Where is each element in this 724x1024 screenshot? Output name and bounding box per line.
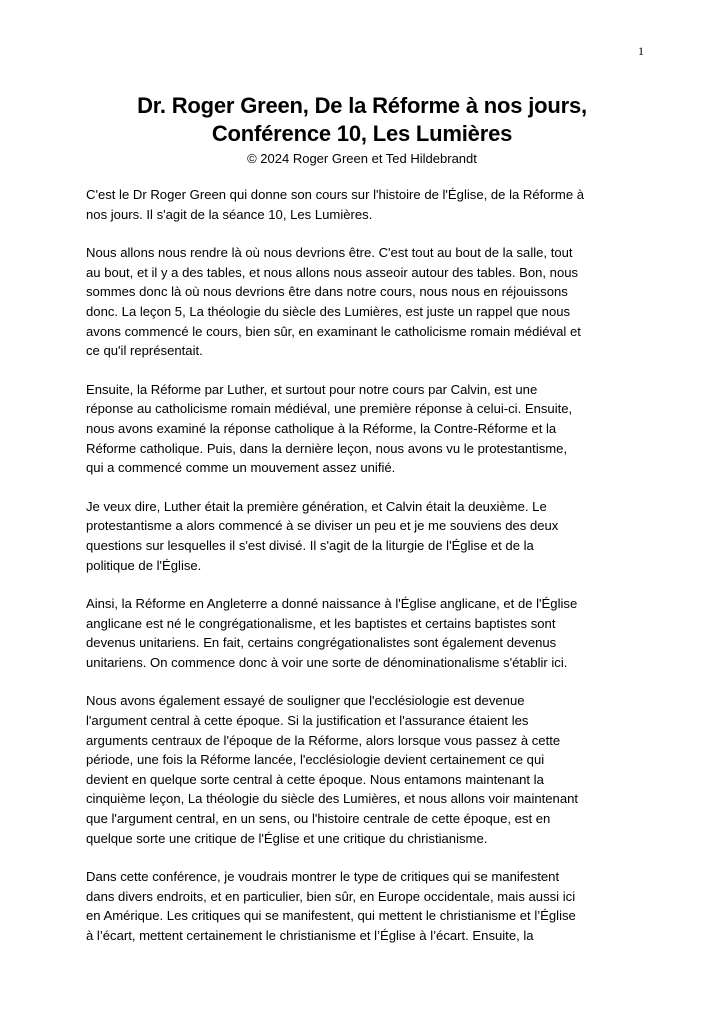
text-line: politique de l'Église. bbox=[86, 557, 202, 573]
text-line: devenus unitariens. En fait, certains congrégationalistes sont également devenus bbox=[86, 635, 557, 651]
document-title bbox=[0, 92, 724, 148]
text-line: Ensuite, la Réforme par Luther, et surtout pour notre cours par Calvin, est une bbox=[86, 381, 538, 397]
text-line: en Amérique. Les critiques qui se manifestent, qui mettent le christianisme et l’Église bbox=[86, 908, 576, 924]
paragraph bbox=[86, 691, 652, 848]
text-line: réponse au catholicisme romain médiéval, une première réponse à celui-ci. Ensuite, bbox=[86, 401, 573, 417]
text-line: avons commencé le cours, bien sûr, en examinant le catholicisme romain médiéval et bbox=[86, 323, 581, 339]
paragraph bbox=[86, 594, 652, 672]
text-line: questions sur lesquelles il s'est divisé. Il s'agit de la liturgie de l'Église et de la bbox=[86, 537, 534, 553]
text-line: l'argument central à cette époque. Si la justification et l'assurance étaient les bbox=[86, 713, 529, 729]
text-line: cinquième leçon, La théologie du siècle des Lumières, et nous allons voir maintenant bbox=[86, 791, 579, 807]
text-line: au bout, et il y a des tables, et nous allons nous asseoir autour des tables. Bon, nous bbox=[86, 264, 579, 280]
paragraph bbox=[86, 497, 652, 575]
text-line: sommes donc là où nous devrions être dans notre cours, nous nous en réjouissons bbox=[86, 284, 568, 300]
text-line: dans divers endroits, et en particulier, bien sûr, en Europe occidentale, mais aussi ici bbox=[86, 888, 576, 904]
text-line: unitariens. On commence donc à voir une sorte de dénominationalisme s'établir ici. bbox=[86, 654, 568, 670]
paragraph bbox=[86, 867, 652, 945]
text-line: quelque sorte une critique de l'Église et une critique du christianisme. bbox=[86, 830, 488, 846]
copyright-notice: © 2024 Roger Green et Ted Hildebrandt bbox=[247, 151, 477, 166]
text-line: Réforme catholique. Puis, dans la dernière leçon, nous avons vu le protestantisme, bbox=[86, 440, 568, 456]
text-line: Dans cette conférence, je voudrais montrer le type de critiques qui se manifestent bbox=[86, 869, 560, 885]
text-line: C'est le Dr Roger Green qui donne son cours sur l'histoire de l'Église, de la Réforme à bbox=[86, 187, 585, 202]
title-line-2: Conférence 10, Les Lumières bbox=[211, 121, 513, 146]
text-line: à l’écart, mettent certainement le christianisme et l’Église à l’écart. Ensuite, la bbox=[86, 928, 534, 943]
title-line-1: Dr. Roger Green, De la Réforme à nos jours, bbox=[137, 93, 587, 118]
text-line: anglicane est né le congrégationalisme, et les baptistes et certains baptistes sont bbox=[86, 615, 556, 631]
paragraph bbox=[86, 185, 652, 224]
text-line: qui a commencé comme un mouvement assez unifié. bbox=[86, 460, 396, 476]
transcript-body bbox=[86, 185, 652, 965]
text-line: Ainsi, la Réforme en Angleterre a donné naissance à l'Église anglicane, et de l'Église bbox=[86, 596, 578, 612]
text-line: donc. La leçon 5, La théologie du siècle des Lumières, est juste un rappel que nous bbox=[86, 303, 571, 319]
text-line: Nous allons nous rendre là où nous devrions être. C'est tout au bout de la salle, tout bbox=[86, 245, 573, 261]
page-number: 1 bbox=[638, 44, 644, 58]
text-line: nous avons examiné la réponse catholique à la Réforme, la Contre-Réforme et la bbox=[86, 420, 557, 436]
paragraph bbox=[86, 380, 652, 478]
text-line: Je veux dire, Luther était la première génération, et Calvin était la deuxième. Le bbox=[86, 498, 547, 514]
text-line: nos jours. Il s'agit de la séance 10, Les Lumières. bbox=[86, 206, 373, 222]
text-line: arguments centraux de l'époque de la Réforme, alors lorsque vous passez à cette bbox=[86, 732, 561, 748]
paragraph bbox=[86, 243, 652, 361]
text-line: devient en quelque sorte central à cette époque. Nous entamons maintenant la bbox=[86, 771, 544, 787]
text-line: que l'argument central, en un sens, ou l'histoire centrale de cette époque, est en bbox=[86, 811, 551, 827]
text-line: protestantisme a alors commencé à se diviser un peu et je me souviens des deux bbox=[86, 518, 559, 534]
text-line: ce qu'il représentait. bbox=[86, 343, 203, 359]
text-line: Nous avons également essayé de souligner que l'ecclésiologie est devenue bbox=[86, 693, 525, 709]
text-line: période, une fois la Réforme lancée, l'ecclésiologie devient certainement ce qui bbox=[86, 752, 545, 768]
